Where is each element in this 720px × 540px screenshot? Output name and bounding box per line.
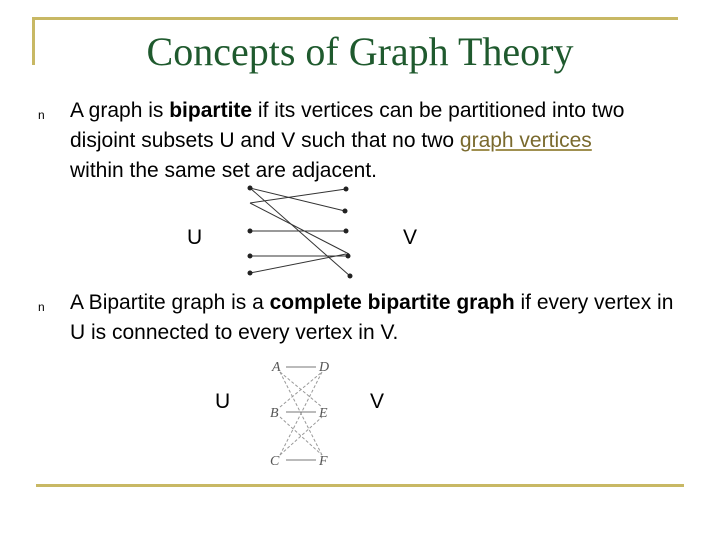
bullet-2-text-b: if every vertex in U is connected to every vertex in V. bbox=[70, 291, 674, 344]
vertex-f-label: F bbox=[319, 454, 328, 468]
bullet-1-bold: bipartite bbox=[169, 99, 253, 122]
bullet-1-text-b: if its vertices can be partitioned into two disjoint subsets U and V such that no two bbox=[70, 99, 625, 152]
diagram-1-v-label: V bbox=[403, 226, 418, 249]
slide-title: Concepts of Graph Theory bbox=[146, 29, 574, 74]
bullet-marker-1: n bbox=[38, 108, 45, 122]
bullet-2-text-a: A Bipartite graph is a bbox=[70, 291, 270, 314]
frame-top-rule bbox=[32, 17, 678, 20]
bullet-1-text-c: within the same set are adjacent. bbox=[70, 159, 378, 182]
bullet-1-text-a: A graph is bbox=[70, 99, 170, 122]
vertex-b-label: B bbox=[270, 406, 279, 421]
vertex-c-label: C bbox=[270, 454, 280, 468]
vertex-a-label: A bbox=[272, 360, 281, 375]
graph-vertices-link[interactable]: graph vertices bbox=[459, 129, 592, 152]
bullet-1-text bbox=[70, 96, 650, 186]
bullet-2-bold: complete bipartite graph bbox=[269, 291, 515, 314]
vertex-d-label: D bbox=[319, 360, 330, 375]
bullet-marker-2: n bbox=[38, 300, 45, 314]
diagram-2-u-label: U bbox=[215, 390, 231, 413]
bullet-2-text bbox=[70, 288, 680, 348]
bipartite-graph-diagram bbox=[240, 182, 360, 282]
complete-bipartite-graph-diagram bbox=[266, 356, 342, 468]
diagram-1-u-label: U bbox=[187, 226, 203, 249]
vertex-e-label: E bbox=[319, 406, 328, 421]
frame-bottom-rule bbox=[36, 484, 684, 487]
diagram-2-v-label: V bbox=[370, 390, 385, 413]
